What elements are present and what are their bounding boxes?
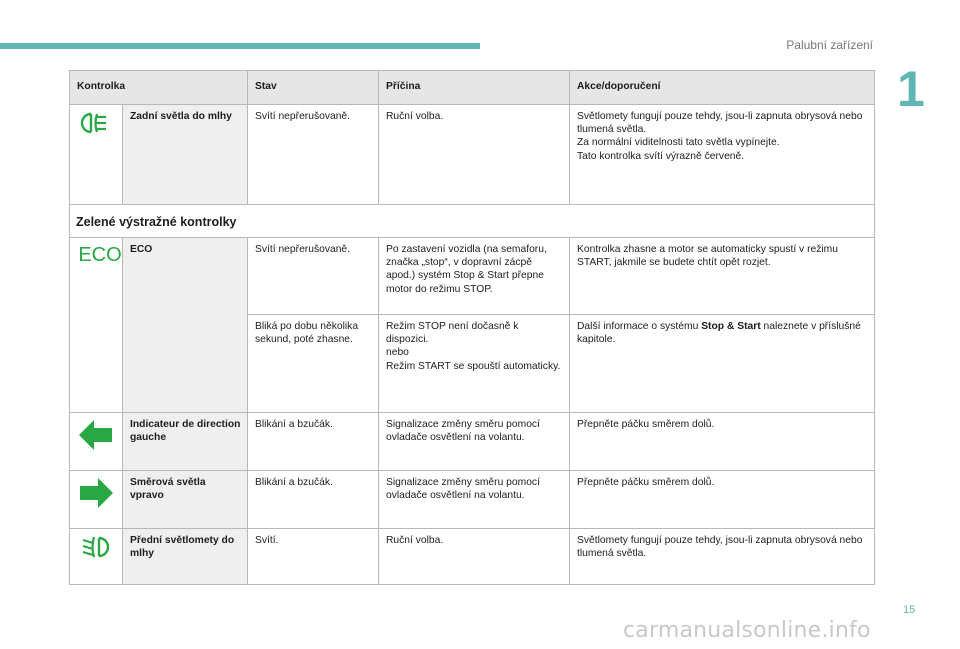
action-cell: Kontrolka zhasne a motor se automaticky spustí v režimu START, jakmile se budete chtít opět rozjet.: [570, 238, 875, 315]
icon-cell: [70, 529, 123, 585]
cause-cell: Signalizace změny směru pomocí ovladače osvětlení na volantu.: [379, 471, 570, 529]
cause-cell: Ruční volba.: [379, 529, 570, 585]
light-name: Zadní světla do mlhy: [123, 105, 248, 205]
state-cell: Blikání a bzučák.: [248, 413, 379, 471]
light-name: Přední světlomety do mlhy: [123, 529, 248, 585]
light-name: Indicateur de direction gauche: [123, 413, 248, 471]
action-cell: Světlomety fungují pouze tehdy, jsou-li zapnuta obrysová nebo tlumená světla.: [570, 529, 875, 585]
arrow-left-icon: [77, 418, 115, 452]
icon-cell: [70, 471, 123, 529]
eco-icon-label: ECO: [78, 244, 122, 265]
state-cell: Svítí.: [248, 529, 379, 585]
state-cell: Blikání a bzučák.: [248, 471, 379, 529]
eco-icon: [77, 243, 123, 265]
state-cell: Svítí nepřerušovaně.: [248, 238, 379, 315]
table-row: [70, 529, 875, 585]
action-text-suffix: naleznete v příslušné kapitole.: [577, 321, 861, 346]
table-row: [70, 471, 875, 529]
table-row: [70, 413, 875, 471]
watermark: carmanualsonline.info: [623, 618, 871, 643]
front-fog-light-icon: [77, 534, 113, 560]
group-heading: Zelené výstražné kontrolky: [70, 205, 875, 238]
warning-lights-table: [69, 70, 875, 585]
column-header-akce: Akce/doporučení: [570, 71, 875, 105]
action-text-prefix: Další informace o systému: [577, 321, 702, 332]
action-cell: Přepněte páčku směrem dolů.: [570, 471, 875, 529]
state-cell: Bliká po dobu několika sekund, poté zhasne.: [248, 315, 379, 413]
rear-fog-light-icon: [77, 110, 113, 136]
column-header-stav: Stav: [248, 71, 379, 105]
action-text-bold: Stop & Start: [701, 321, 761, 332]
header-accent-bar: [0, 43, 480, 49]
chapter-number: 1: [897, 61, 925, 117]
cause-cell: Po zastavení vozidla (na semaforu, značka „stop“, v dopravní zácpě apod.) systém Stop & Start přepne motor do režimu STOP.: [379, 238, 570, 315]
action-cell: Světlomety fungují pouze tehdy, jsou-li zapnuta obrysová nebo tlumená světla. Za normální viditelnosti tato světla vypínejte. Tato kontrolka svítí výrazně červeně.: [570, 105, 875, 205]
group-heading-row: [70, 205, 875, 238]
icon-cell: [70, 238, 123, 413]
action-cell: Přepněte páčku směrem dolů.: [570, 413, 875, 471]
cause-cell: Režim STOP není dočasně k dispozici. nebo Režim START se spouští automaticky.: [379, 315, 570, 413]
section-title: Palubní zařízení: [786, 38, 873, 52]
cause-cell: Ruční volba.: [379, 105, 570, 205]
page-number: 15: [903, 604, 916, 616]
column-header-kontrolka: Kontrolka: [70, 71, 248, 105]
action-cell: [570, 315, 875, 413]
light-name: ECO: [123, 238, 248, 413]
table-row: [70, 105, 875, 205]
icon-cell: [70, 413, 123, 471]
arrow-right-icon: [77, 476, 115, 510]
state-cell: Svítí nepřerušovaně.: [248, 105, 379, 205]
light-name: Směrová světla vpravo: [123, 471, 248, 529]
column-header-pricina: Příčina: [379, 71, 570, 105]
table-row: [70, 238, 875, 315]
cause-cell: Signalizace změny směru pomocí ovladače osvětlení na volantu.: [379, 413, 570, 471]
icon-cell: [70, 105, 123, 205]
table-header-row: [70, 71, 875, 105]
